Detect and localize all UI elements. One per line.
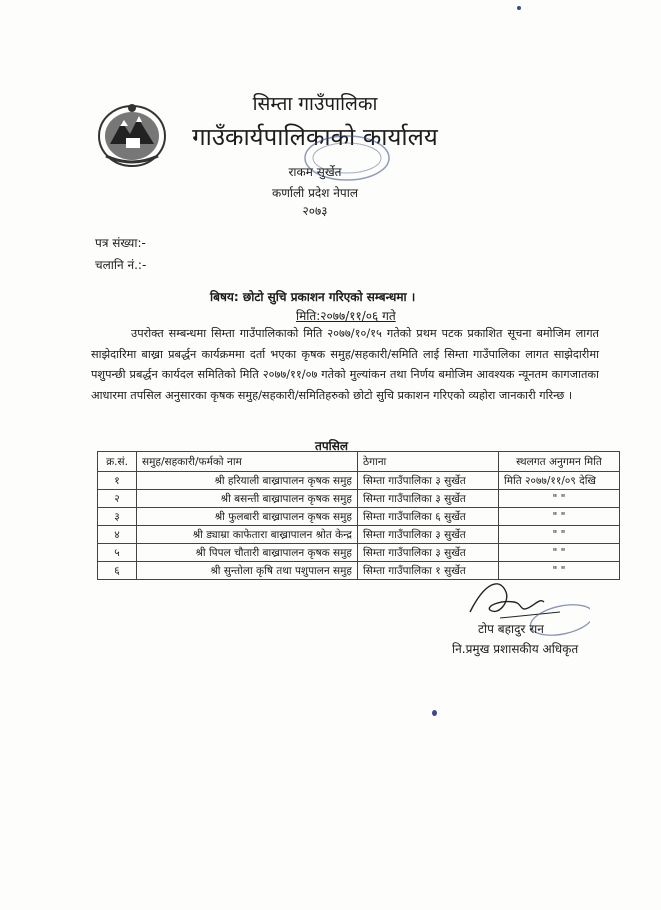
row-serial: ३ <box>98 508 137 526</box>
table-row <box>98 472 620 490</box>
row-serial: २ <box>98 490 137 508</box>
signatory-title: नि.प्रमुख प्रशासकीय अधिकृत <box>452 642 579 656</box>
office-name: गाउँकार्यपालिकाको कार्यालय <box>192 123 438 151</box>
signatory-name: टोप बहादुर रान <box>478 622 544 636</box>
row-serial: ६ <box>98 562 137 580</box>
row-address: सिम्ता गाउँपालिका ३ सुर्खेत <box>358 490 499 508</box>
row-address: सिम्ता गाउँपालिका ६ सुर्खेत <box>358 508 499 526</box>
row-inspection-date: " " <box>499 508 620 526</box>
table-header-row <box>98 452 620 472</box>
district-line: राकम सुर्खेत <box>288 165 342 179</box>
table-row <box>98 544 620 562</box>
header-serial: क्र.सं. <box>98 452 137 472</box>
row-serial: १ <box>98 472 137 490</box>
row-address: सिम्ता गाउँपालिका १ सुर्खेत <box>358 562 499 580</box>
header-address: ठेगाना <box>358 452 499 472</box>
table-row <box>98 508 620 526</box>
header-name: समुह/सहकारी/फर्मको नाम <box>137 452 358 472</box>
row-group-name: श्री सुन्तोला कृषि तथा पशुपालन समुह <box>137 562 358 580</box>
row-group-name: श्री हरियाली बाख्रापालन कृषक समुह <box>137 472 358 490</box>
established-year: २०७३ <box>302 204 328 218</box>
table-row <box>98 526 620 544</box>
row-address: सिम्ता गाउँपालिका ३ सुर्खेत <box>358 526 499 544</box>
row-address: सिम्ता गाउँपालिका ३ सुर्खेत <box>358 544 499 562</box>
header-inspection-date: स्थलगत अनुगमन मिति <box>499 452 620 472</box>
ink-mark <box>517 6 521 10</box>
table-row <box>98 490 620 508</box>
row-group-name: श्री ड्याम्रा काफेतारा बाख्रापालन श्रोत केन्द्र <box>137 526 358 544</box>
dispatch-number: चलानि नं.:- <box>95 258 147 272</box>
ink-mark <box>432 710 437 716</box>
row-group-name: श्री फुलबारी बाख्रापालन कृषक समुह <box>137 508 358 526</box>
row-group-name: श्री पिपल चौतारी बाख्रापालन कृषक समुह <box>137 544 358 562</box>
row-inspection-date: " " <box>499 544 620 562</box>
table-title: तपसिल <box>315 439 349 453</box>
row-group-name: श्री बसन्ती बाख्रापालन कृषक समुह <box>137 490 358 508</box>
body-paragraph: उपरोक्त सम्बन्धमा सिम्ता गाउँपालिकाको मिति २०७७/१०/१५ गतेको प्रथम पटक प्रकाशित सूचना बमोजिम लागत साझेदारिमा बाख्रा प्रबर्द्धन कार्यक्रममा दर्ता भएका कृषक समुह/सहकारी/समिति लाई सिम्ता गाउँपालिका लागत साझेदारीमा पशुपन्छी प्रबर्द्धन कार्यदल समितिको मिति २०७७/११/०७ गतेको मुल्यांकन तथा निर्णय बमोजिम आवश्यक न्यूनतम कागजातका आधारमा तपसिल अनुसारका कृषक समुह/सहकारी/समितिहरुको छोटो सुचि प्रकाशन गरिएको व्यहोरा जानकारी गरिन्छ । <box>91 327 599 402</box>
municipality-name: सिम्ता गाउँपालिका <box>252 93 378 115</box>
office-stamp-icon <box>302 132 392 184</box>
row-inspection-date: " " <box>499 526 620 544</box>
row-serial: ४ <box>98 526 137 544</box>
row-address: सिम्ता गाउँपालिका ३ सुर्खेत <box>358 472 499 490</box>
row-inspection-date: " " <box>499 490 620 508</box>
row-inspection-date: मिति २०७७/११/०९ देखि <box>499 472 620 490</box>
shortlist-table <box>97 451 620 580</box>
document-date: मिति:२०७७/११/०६ गते <box>296 309 396 323</box>
letter-number: पत्र संख्या:- <box>95 236 146 250</box>
subject-line: बिषय: छोटो सुचि प्रकाशन गरिएको सम्बन्धमा । <box>210 290 416 304</box>
province-line: कर्णाली प्रदेश नेपाल <box>272 186 358 200</box>
row-serial: ५ <box>98 544 137 562</box>
row-inspection-date: " " <box>499 562 620 580</box>
